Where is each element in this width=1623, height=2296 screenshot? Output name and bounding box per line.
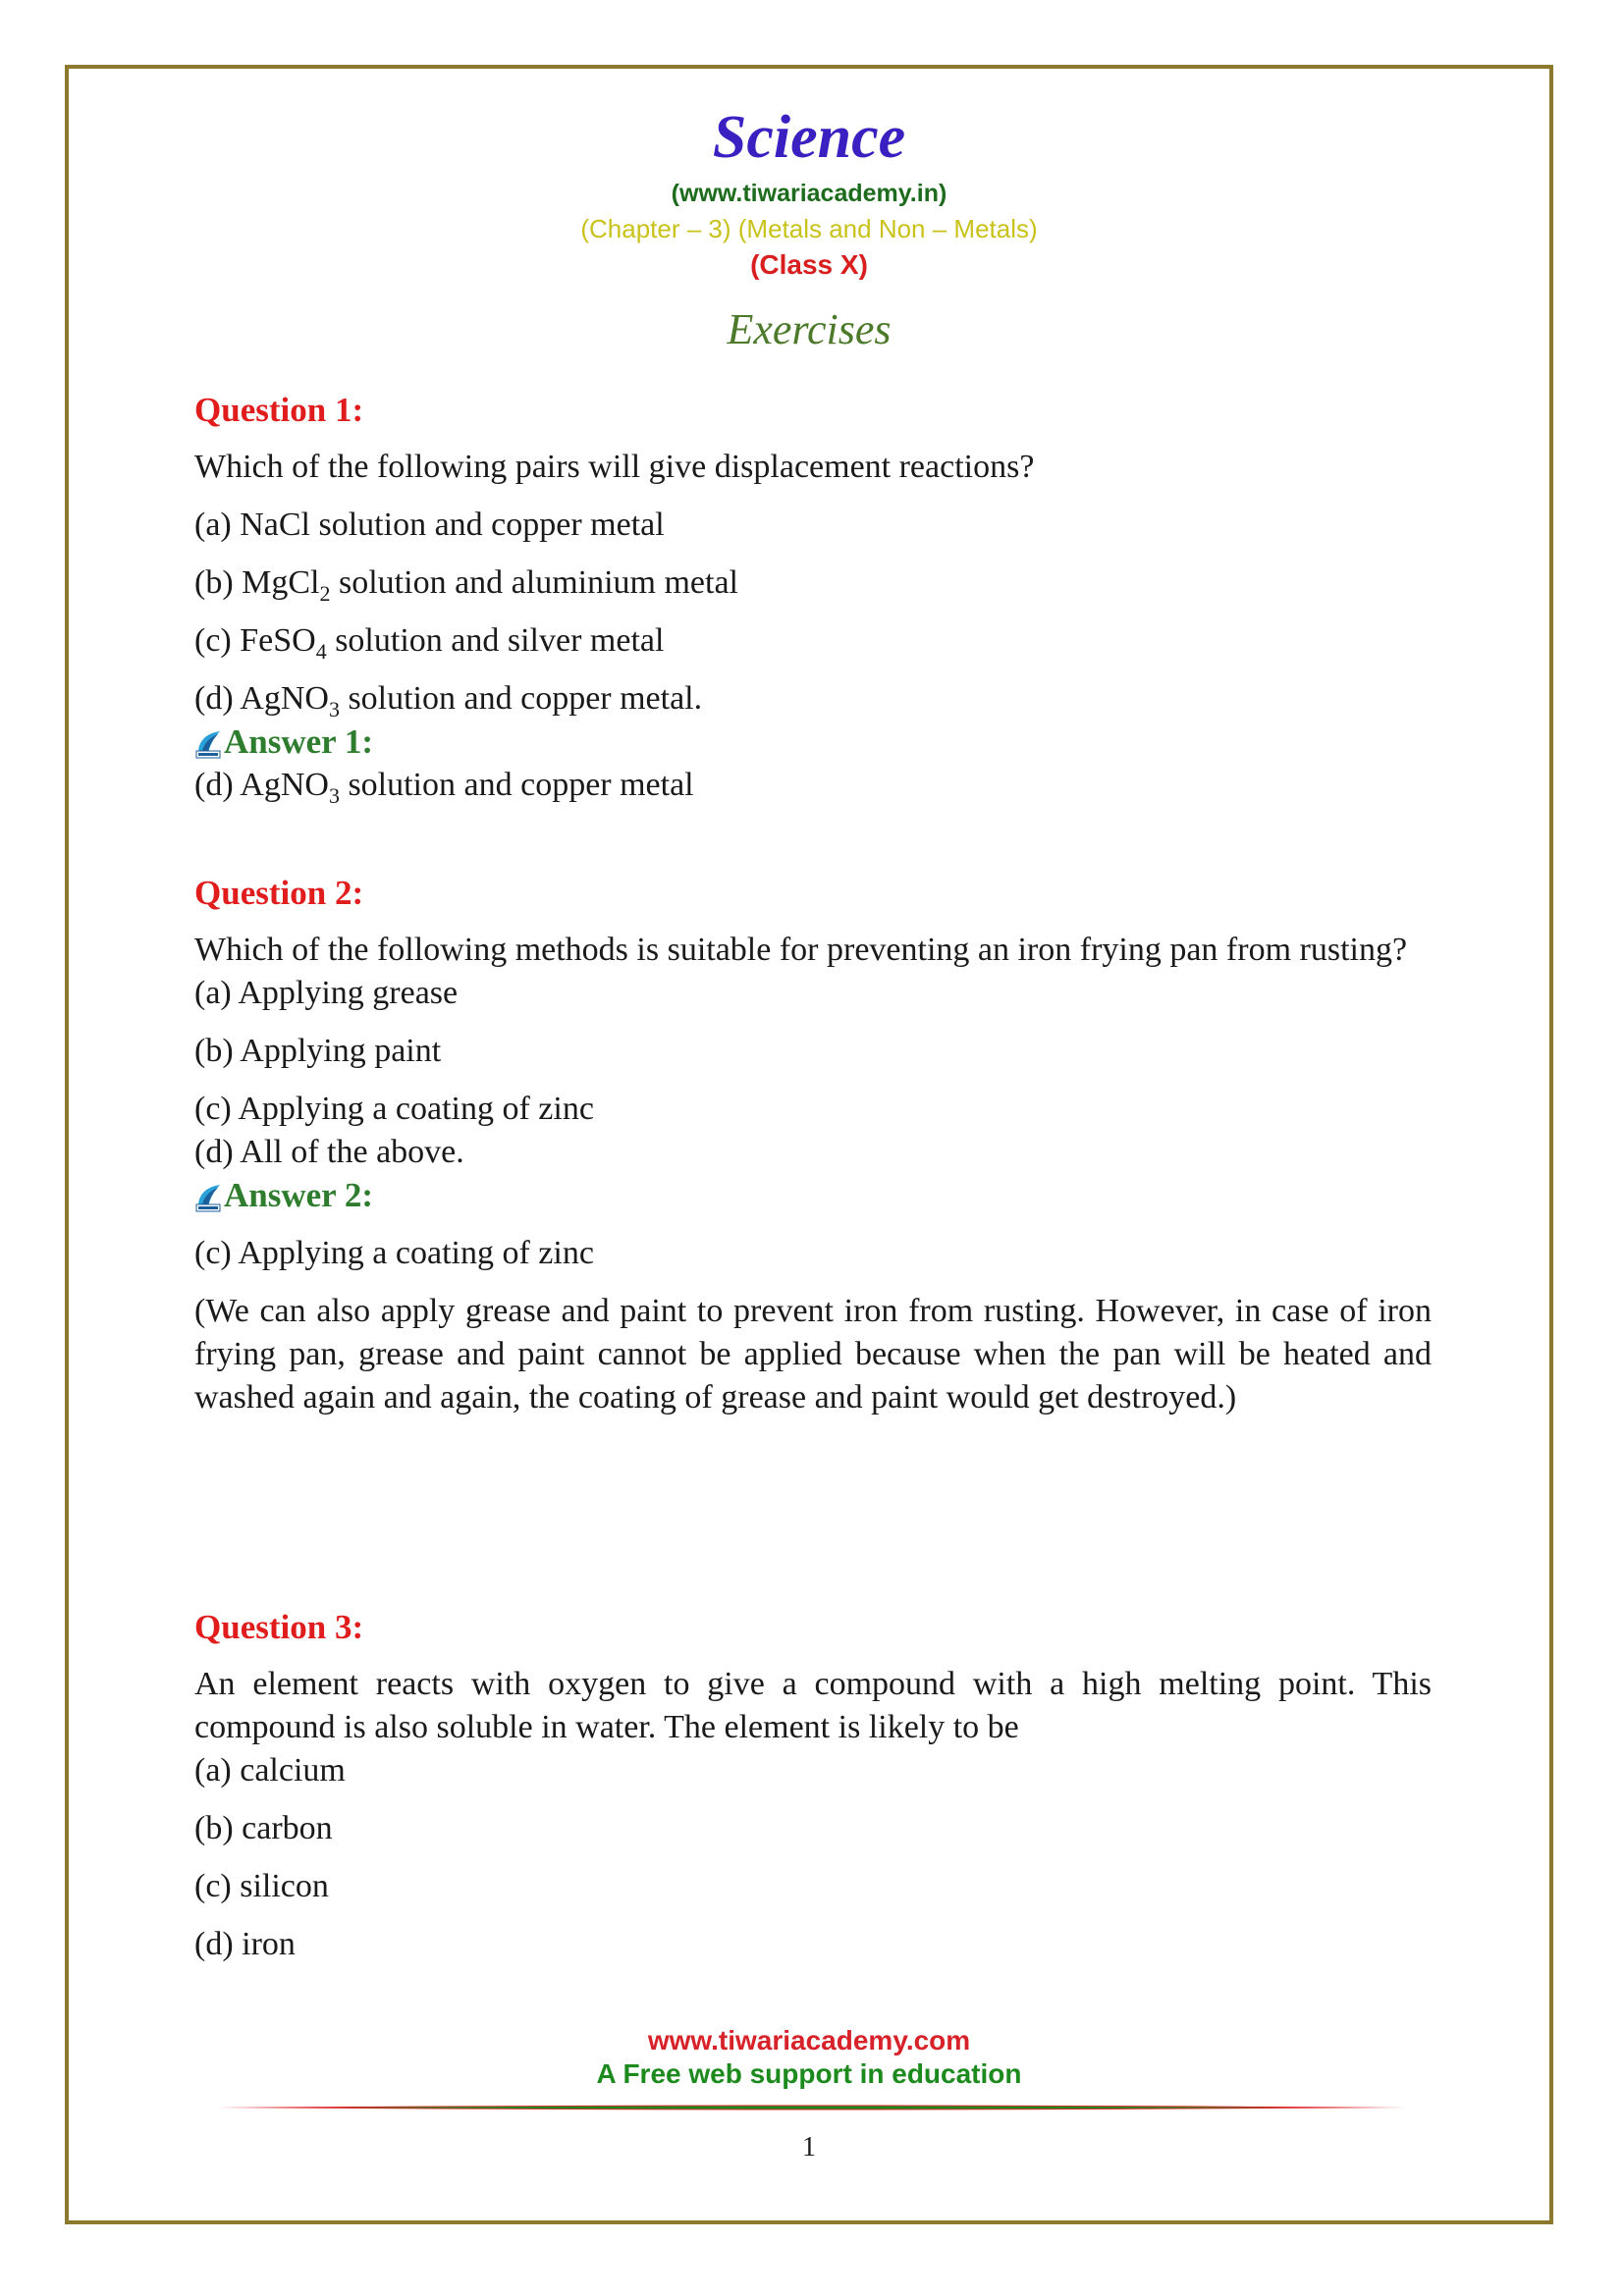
footer-divider <box>218 2101 1406 2114</box>
answer-1-text: (d) AgNO$_3$ solution and copper metal <box>194 767 694 808</box>
question-2-block <box>194 872 1432 1419</box>
question-3-prompt: An element reacts with oxygen to give a compound with a high melting point. This compound is also soluble in water. The element is likely to be <box>194 1666 1432 1745</box>
header <box>65 98 1553 359</box>
question-1-option-c: (c) FeSO$_4$ solution and silver metal <box>194 622 665 664</box>
question-3-label: Question 3: <box>194 1608 364 1646</box>
question-2-option-b: (b) Applying paint <box>194 1033 442 1069</box>
question-1-prompt: Which of the following pairs will give displacement reactions? <box>194 449 1035 485</box>
question-3-option-d: (d) iron <box>194 1926 296 1962</box>
footer-tagline: A Free web support in education <box>596 2058 1022 2089</box>
answer-1-label: Answer 1: <box>224 722 373 761</box>
question-3-option-a: (a) calcium <box>194 1752 346 1789</box>
answer-2-explanation: (We can also apply grease and paint to prevent iron from rusting. However, in case of iron frying pan, grease and paint cannot be applied because when the pan will be heated and washed again and again, the coating of grease and paint would get destroyed.) <box>194 1293 1432 1415</box>
question-3-option-b: (b) carbon <box>194 1810 333 1846</box>
chapter-label: (Chapter – 3) (Metals and Non – Metals) <box>580 214 1038 243</box>
page-number: 1 <box>802 2132 816 2163</box>
question-2-option-c: (c) Applying a coating of zinc <box>194 1091 594 1127</box>
answer-2-label: Answer 2: <box>224 1176 373 1214</box>
section-title: Exercises <box>727 305 892 353</box>
answer-1-heading <box>194 721 1432 764</box>
footer-url[interactable]: www.tiwariacademy.com <box>647 2025 971 2056</box>
question-3-block <box>194 1606 1432 1966</box>
answer-2-heading <box>194 1174 1432 1217</box>
question-1-label: Question 1: <box>194 391 364 429</box>
question-2-option-d: (d) All of the above. <box>194 1134 464 1170</box>
website-label: (www.tiwariacademy.in) <box>671 180 947 207</box>
question-1-option-a: (a) NaCl solution and copper metal <box>194 507 665 543</box>
page-title: Science <box>712 104 906 171</box>
question-1-option-b: (b) MgCl$_2$ solution and aluminium metal <box>194 564 739 606</box>
tiwari-logo-icon <box>194 726 222 758</box>
question-1-option-d: (d) AgNO$_3$ solution and copper metal. <box>194 680 703 721</box>
question-3-option-c: (c) silicon <box>194 1868 329 1904</box>
class-label: (Class X) <box>750 249 868 280</box>
question-2-option-a: (a) Applying grease <box>194 975 459 1011</box>
question-1-block <box>194 389 1432 807</box>
question-2-label: Question 2: <box>194 874 364 912</box>
tiwari-logo-icon <box>194 1180 222 1211</box>
question-2-prompt: Which of the following methods is suitable for preventing an iron frying pan from rusting? <box>194 932 1408 968</box>
footer <box>65 2024 1553 2091</box>
answer-2-text: (c) Applying a coating of zinc <box>194 1235 594 1271</box>
